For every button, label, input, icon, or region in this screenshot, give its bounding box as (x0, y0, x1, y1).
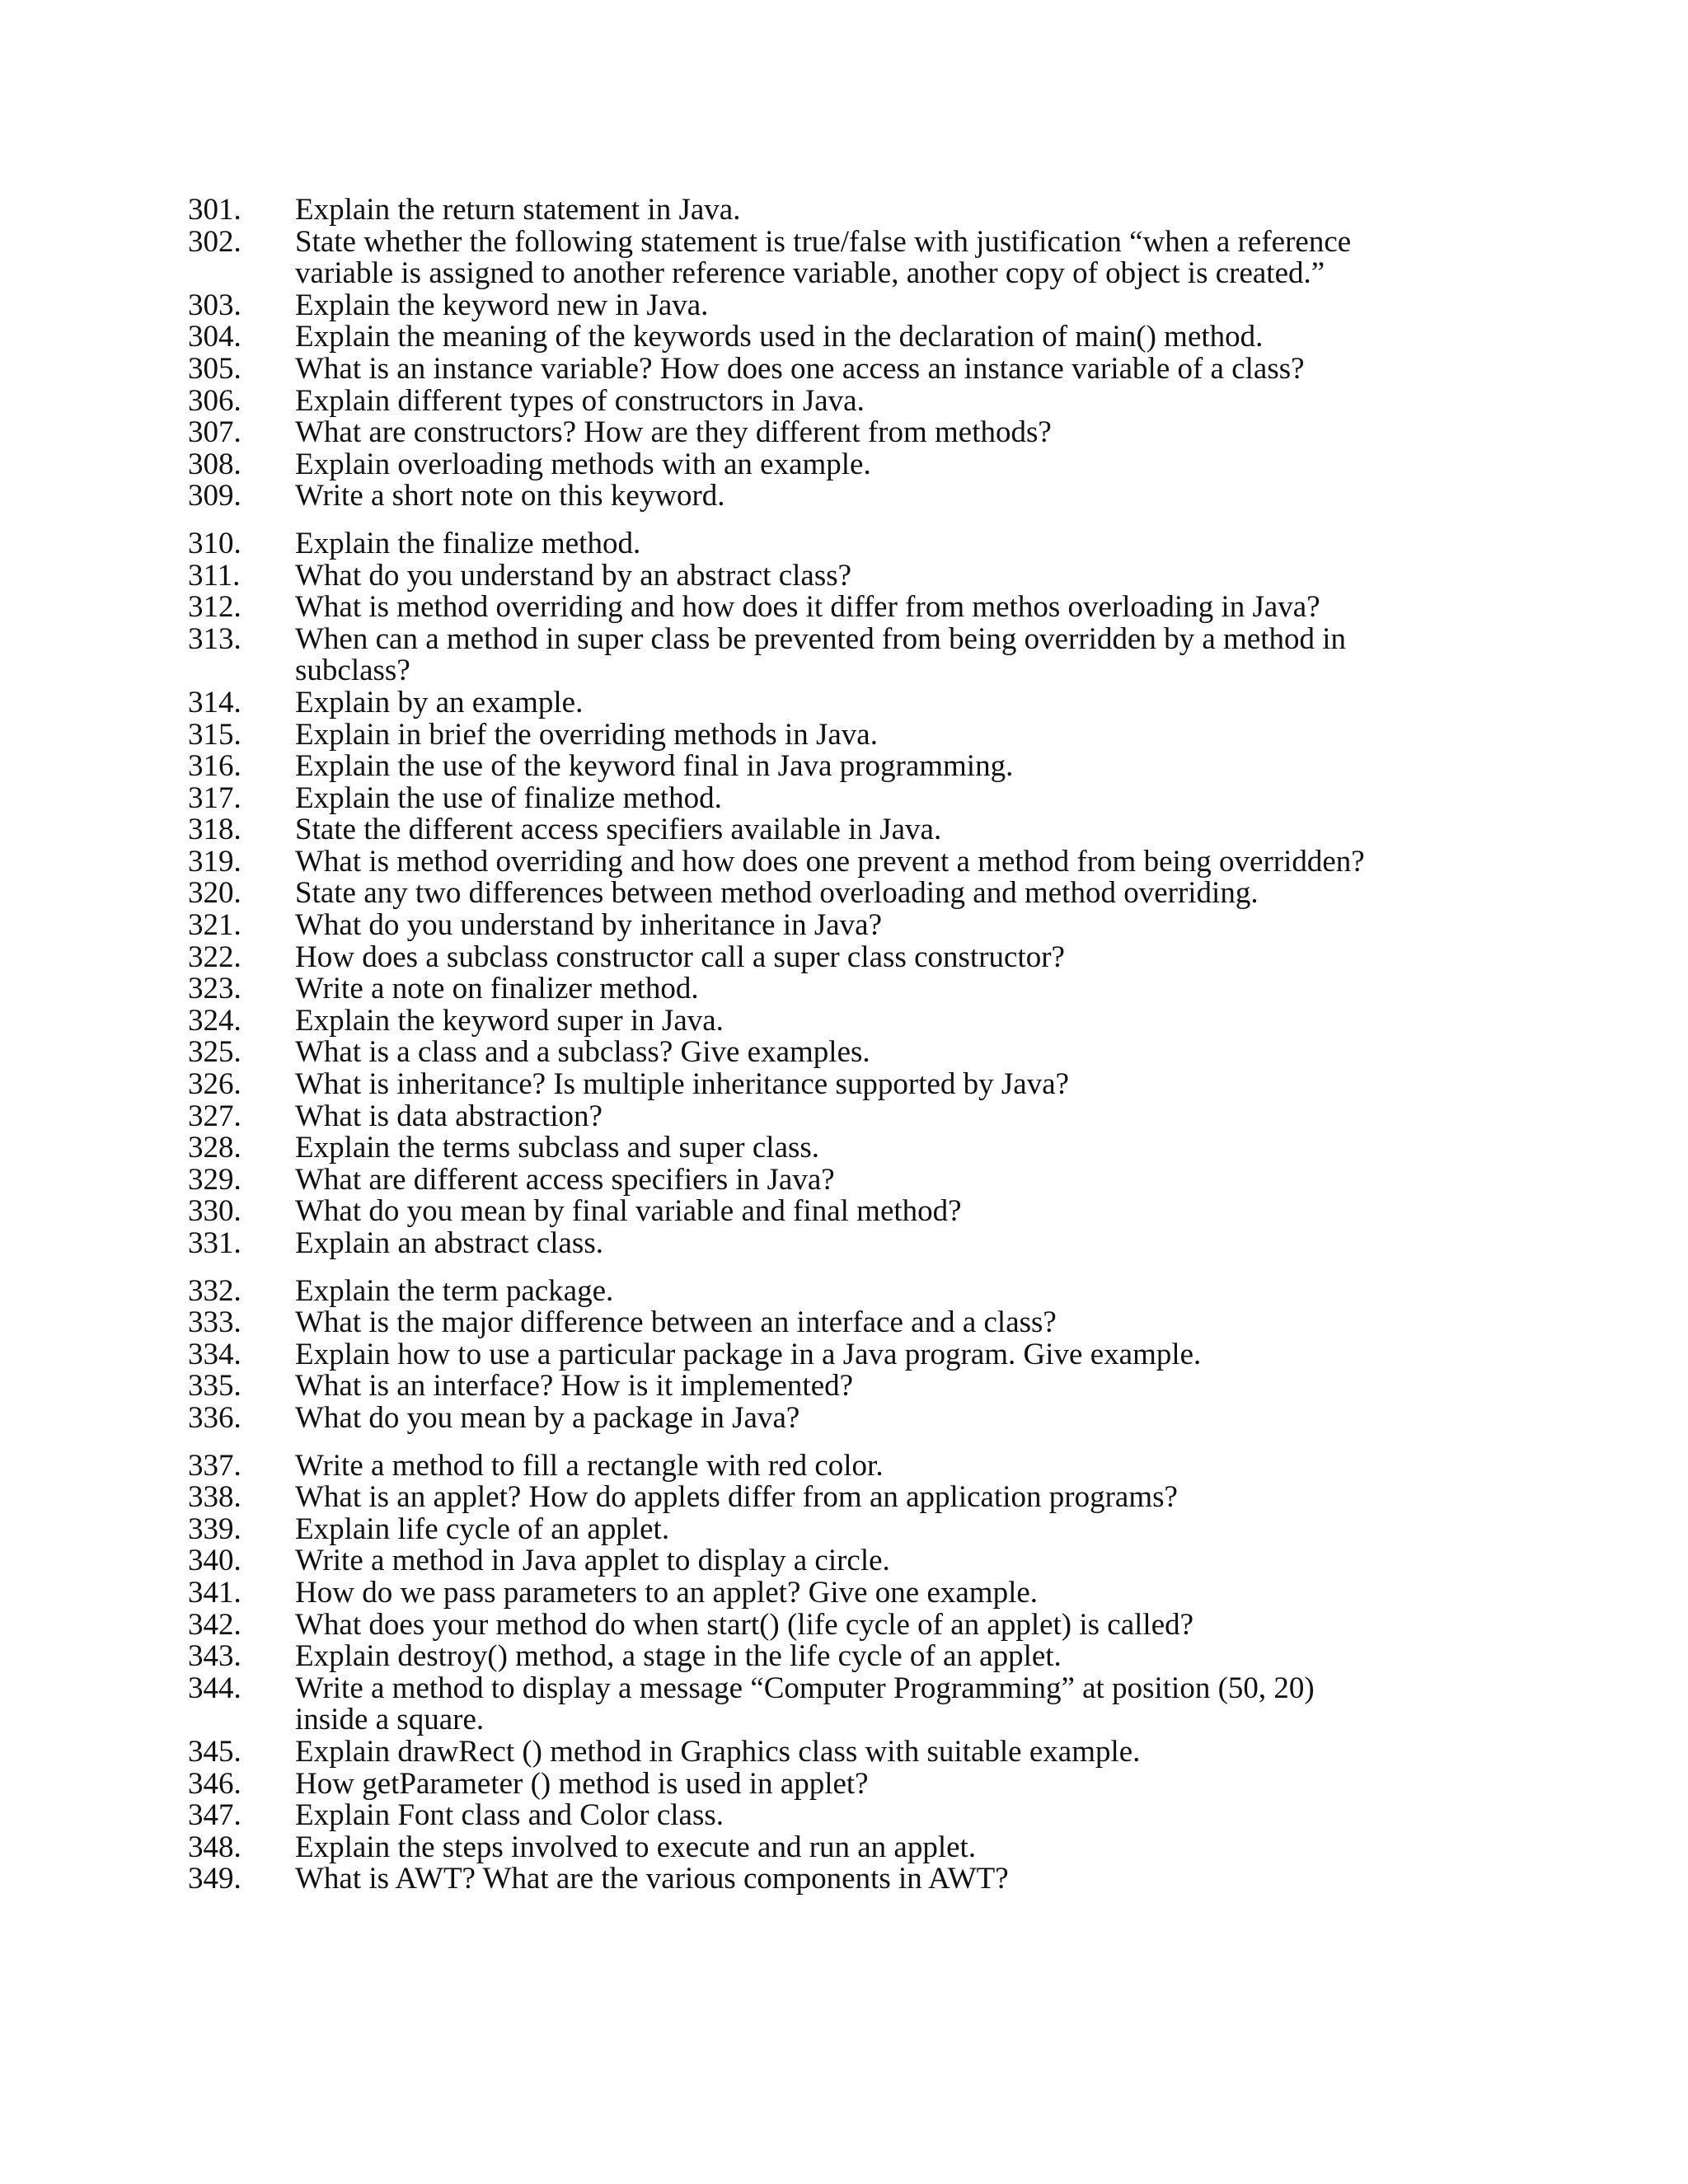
question-item (188, 1448, 1672, 1483)
question-text-line: What is method overriding and how does it differ from methos overloading in Java? (295, 590, 1320, 625)
question-item (188, 910, 1672, 942)
question-item (188, 1273, 1672, 1308)
question-text-line: State any two differences between method overloading and method overriding. (295, 876, 1259, 911)
question-number: 318. (188, 813, 241, 847)
question-text (295, 1069, 1069, 1101)
question-number: 342. (188, 1607, 241, 1642)
question-number: 312. (188, 590, 241, 625)
question-text-line: Explain by an example. (295, 685, 584, 719)
question-text-line: How getParameter () method is used in applet? (295, 1766, 869, 1801)
question-text-line: State the different access specifiers available in Java. (295, 813, 942, 847)
question-text (295, 480, 725, 513)
question-number: 325. (188, 1035, 241, 1070)
question-text (295, 942, 1065, 974)
question-text (295, 592, 1320, 624)
question-text (295, 1228, 603, 1260)
question-item (188, 1766, 1672, 1801)
question-item (188, 480, 1672, 513)
question-text-line: Explain the keyword super in Java. (295, 1003, 724, 1038)
question-list (188, 194, 1672, 1896)
question-text (295, 449, 871, 481)
question-text-line: What is data abstraction? (295, 1099, 603, 1133)
question-text-line: Explain life cycle of an applet. (295, 1511, 670, 1546)
question-text (295, 1132, 819, 1165)
question-number: 326. (188, 1067, 241, 1102)
question-text-line: Explain an abstract class. (295, 1226, 603, 1260)
question-text (295, 383, 865, 418)
question-text-line: Explain how to use a particular package in a Java program. Give example. (295, 1337, 1202, 1371)
question-number: 321. (188, 908, 241, 943)
question-text (295, 1005, 724, 1038)
question-text (295, 878, 1259, 910)
question-text-line: Write a note on finalizer method. (295, 972, 699, 1006)
question-text-line: Explain the meaning of the keywords used in the declaration of main() method. (295, 320, 1264, 354)
question-number: 331. (188, 1226, 241, 1260)
question-item (188, 1196, 1672, 1228)
question-number: 327. (188, 1099, 241, 1133)
question-number: 313. (188, 621, 241, 656)
question-item (188, 1511, 1672, 1546)
question-text (295, 1577, 1038, 1610)
question-number: 338. (188, 1480, 241, 1515)
question-item (188, 417, 1672, 449)
question-number: 303. (188, 288, 241, 322)
question-text-line: Write a short note on this keyword. (295, 479, 725, 513)
question-text (295, 1339, 1201, 1371)
question-number: 330. (188, 1194, 241, 1229)
question-text (295, 1307, 1057, 1339)
question-text (295, 1641, 1062, 1673)
question-number: 311. (188, 558, 241, 593)
question-text-line: How does a subclass constructor call a super class constructor? (295, 940, 1065, 974)
question-text (295, 1607, 1194, 1642)
question-item (188, 1101, 1672, 1133)
question-item (188, 719, 1672, 752)
question-text (295, 814, 941, 846)
question-text (295, 1037, 870, 1069)
question-text (295, 1448, 884, 1483)
question-number: 349. (188, 1862, 241, 1896)
question-number: 320. (188, 876, 241, 911)
question-number: 329. (188, 1162, 241, 1197)
question-number: 324. (188, 1003, 241, 1038)
question-number: 309. (188, 479, 241, 513)
question-text-line: What is an interface? How is it implemented? (295, 1369, 854, 1404)
question-item (188, 528, 1672, 560)
question-text-line: Explain the finalize method. (295, 526, 641, 560)
question-text-line: What does your method do when start() (life cycle of an applet) is called? (295, 1607, 1194, 1642)
question-number: 315. (188, 717, 241, 752)
question-item (188, 1400, 1672, 1435)
question-text-line: Explain the terms subclass and super class. (295, 1131, 820, 1165)
question-item (188, 942, 1672, 974)
question-text-line: Explain the term package. (295, 1273, 614, 1308)
question-text (295, 621, 1347, 688)
question-number: 341. (188, 1575, 241, 1610)
question-item (188, 1863, 1672, 1896)
question-number: 340. (188, 1544, 241, 1578)
question-text-line: Explain drawRect () method in Graphics class with suitable example. (295, 1734, 1141, 1769)
question-number: 345. (188, 1734, 241, 1769)
question-text (295, 719, 878, 752)
question-item (188, 1482, 1672, 1514)
question-text (295, 1482, 1178, 1514)
question-item (188, 1162, 1672, 1197)
question-number: 339. (188, 1511, 241, 1546)
question-text (295, 1736, 1140, 1769)
question-text (295, 351, 1305, 386)
question-number: 347. (188, 1798, 241, 1833)
question-text-line: What is inheritance? Is multiple inheritance supported by Java? (295, 1067, 1070, 1102)
question-number: 308. (188, 447, 241, 481)
question-text-line: Explain Font class and Color class. (295, 1798, 724, 1833)
question-number: 316. (188, 749, 241, 784)
question-text (295, 1162, 835, 1197)
question-item (188, 1371, 1672, 1403)
question-text-line: What is an instance variable? How does one access an instance variable of a class? (295, 351, 1305, 386)
question-item (188, 224, 1672, 291)
question-text (295, 1400, 800, 1435)
question-number: 348. (188, 1830, 241, 1864)
question-text (295, 1832, 976, 1864)
question-text (295, 224, 1352, 291)
question-text-line: What is method overriding and how does one prevent a method from being overridden? (295, 844, 1365, 879)
question-number: 310. (188, 526, 241, 560)
question-number: 343. (188, 1639, 241, 1674)
question-item (188, 290, 1672, 322)
question-number: 301. (188, 193, 241, 227)
question-number: 305. (188, 351, 241, 386)
question-item (188, 194, 1672, 227)
question-number: 314. (188, 685, 241, 719)
question-number: 332. (188, 1273, 241, 1308)
question-item (188, 1545, 1672, 1577)
question-text-line: Explain the use of the keyword final in Java programming. (295, 749, 1014, 784)
question-text-line: What is an applet? How do applets differ from an application programs? (295, 1480, 1178, 1515)
question-item (188, 687, 1672, 719)
question-text-line: What do you mean by final variable and final method? (295, 1194, 962, 1229)
question-text (295, 528, 640, 560)
question-item (188, 592, 1672, 624)
question-text-line: Write a method to fill a rectangle with red color. (295, 1448, 884, 1483)
question-item (188, 1800, 1672, 1832)
question-text-line: What do you mean by a package in Java? (295, 1400, 800, 1435)
question-text (295, 1863, 1009, 1896)
question-text (295, 751, 1013, 783)
question-number: 328. (188, 1131, 241, 1165)
question-number: 344. (188, 1671, 241, 1705)
question-item (188, 814, 1672, 846)
question-text-line: Explain the use of finalize method. (295, 780, 722, 815)
question-item (188, 1339, 1672, 1371)
question-item (188, 449, 1672, 481)
question-text-line: What are constructors? How are they different from methods? (295, 415, 1052, 450)
question-text-line: When can a method in super class be prevented from being overridden by a method in (295, 621, 1347, 656)
question-text-line: What is AWT? What are the various components in AWT? (295, 1862, 1009, 1896)
question-text (295, 1196, 962, 1228)
question-text-line: variable is assigned to another reference variable, another copy of object is created.” (295, 256, 1325, 291)
question-item (188, 1736, 1672, 1769)
question-text (295, 194, 740, 227)
question-item (188, 846, 1672, 879)
question-text (295, 1800, 724, 1832)
question-text-line: Explain the steps involved to execute and run an applet. (295, 1830, 977, 1864)
question-text-line: What are different access specifiers in Java? (295, 1162, 835, 1197)
question-number: 323. (188, 972, 241, 1006)
question-item (188, 621, 1672, 688)
question-text (295, 910, 882, 942)
question-number: 306. (188, 383, 241, 418)
question-text (295, 1673, 1315, 1736)
question-text-line: Write a method in Java applet to display a circle. (295, 1544, 890, 1578)
question-number: 322. (188, 940, 241, 974)
question-text-line: Explain overloading methods with an example. (295, 447, 871, 481)
question-item (188, 1228, 1672, 1260)
question-item (188, 973, 1672, 1005)
question-text (295, 417, 1052, 449)
question-text-line: Explain the keyword new in Java. (295, 288, 709, 322)
question-number: 317. (188, 780, 241, 815)
question-number: 307. (188, 415, 241, 450)
question-text-line: Explain the return statement in Java. (295, 193, 741, 227)
question-number: 302. (188, 224, 241, 259)
question-item (188, 1132, 1672, 1165)
question-text (295, 1511, 670, 1546)
question-item (188, 383, 1672, 418)
question-text (295, 1371, 853, 1403)
question-text-line: Write a method to display a message “Computer Programming” at position (50, 20) (295, 1671, 1315, 1705)
question-text (295, 321, 1263, 354)
question-text-line: What is the major difference between an interface and a class? (295, 1305, 1057, 1340)
question-item (188, 1307, 1672, 1339)
question-item (188, 1577, 1672, 1610)
question-text-line: What is a class and a subclass? Give examples. (295, 1035, 870, 1070)
question-number: 334. (188, 1337, 241, 1371)
question-number: 333. (188, 1305, 241, 1340)
question-text (295, 1766, 869, 1801)
question-number: 335. (188, 1369, 241, 1404)
question-item (188, 751, 1672, 783)
question-text-line: subclass? (295, 654, 410, 688)
question-number: 304. (188, 320, 241, 354)
question-text-line: Explain different types of constructors in Java. (295, 383, 865, 418)
question-text (295, 1545, 890, 1577)
question-item (188, 1832, 1672, 1864)
question-text-line: Explain destroy() method, a stage in the life cycle of an applet. (295, 1639, 1062, 1674)
question-text (295, 290, 708, 322)
question-number: 336. (188, 1400, 241, 1435)
question-item (188, 1005, 1672, 1038)
question-text-line: What do you understand by an abstract class? (295, 558, 852, 593)
question-number: 319. (188, 844, 241, 879)
question-text (295, 1101, 603, 1133)
question-item (188, 321, 1672, 354)
question-number: 337. (188, 1448, 241, 1483)
question-item (188, 560, 1672, 593)
question-text (295, 687, 583, 719)
question-number: 346. (188, 1766, 241, 1801)
question-item (188, 1069, 1672, 1101)
question-text (295, 973, 699, 1005)
question-text (295, 780, 722, 815)
question-text (295, 560, 851, 593)
question-text-line: Explain in brief the overriding methods in Java. (295, 717, 878, 752)
question-text-line: What do you understand by inheritance in Java? (295, 908, 883, 943)
question-item (188, 1607, 1672, 1642)
question-text (295, 846, 1365, 879)
question-item (188, 351, 1672, 386)
question-text (295, 1273, 614, 1308)
question-item (188, 780, 1672, 815)
question-item (188, 878, 1672, 910)
question-item (188, 1037, 1672, 1069)
question-item (188, 1673, 1672, 1736)
question-item (188, 1641, 1672, 1673)
question-text-line: How do we pass parameters to an applet? Give one example. (295, 1575, 1039, 1610)
question-text-line: State whether the following statement is true/false with justification “when a reference (295, 224, 1352, 259)
question-text-line: inside a square. (295, 1703, 485, 1737)
